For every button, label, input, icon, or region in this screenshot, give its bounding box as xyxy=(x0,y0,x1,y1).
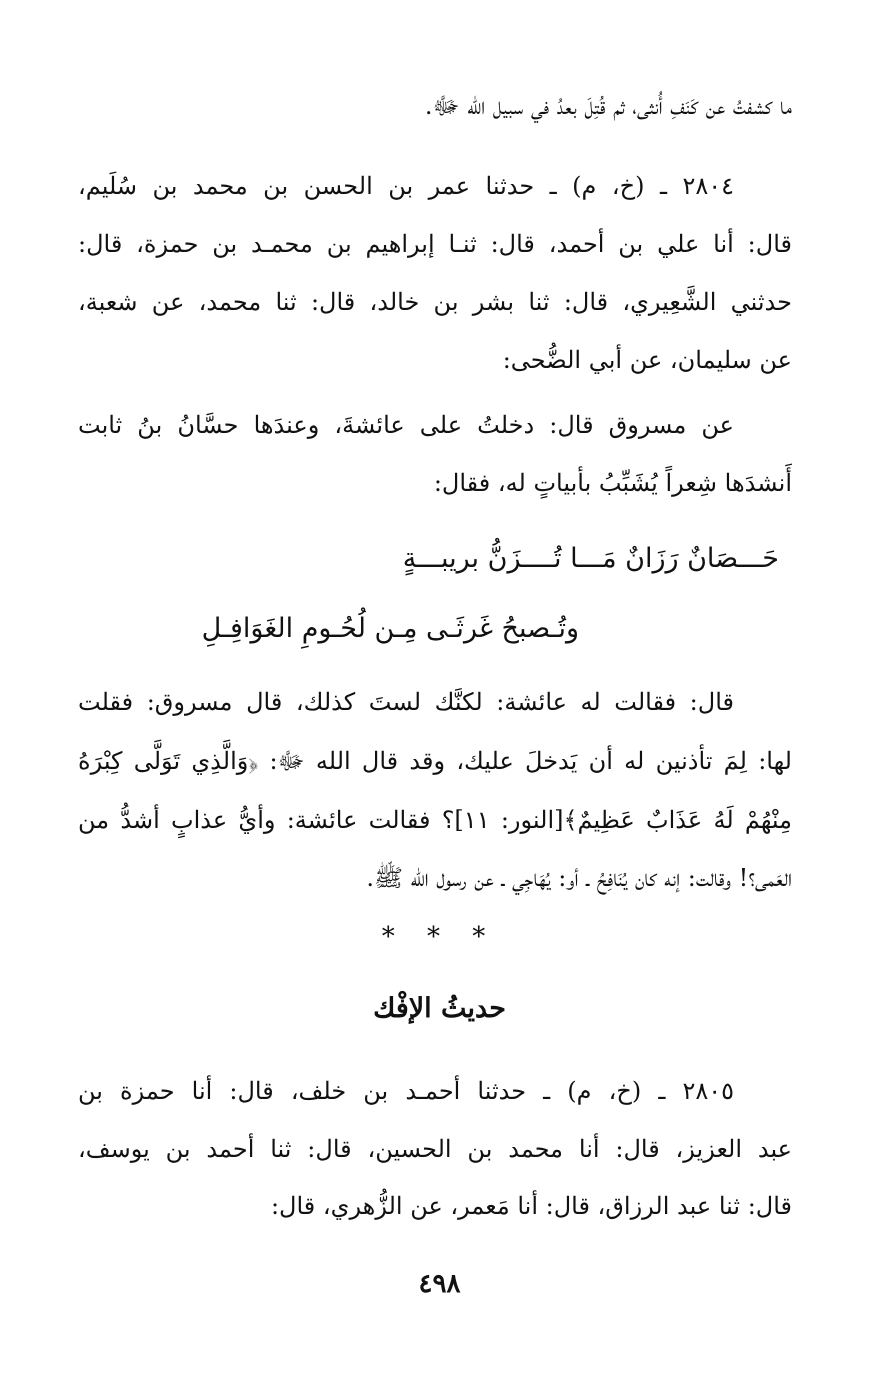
poem-verse-second-hemistich: وتُـصبحُ غَرثَـى مِـن لُحُـومِ الغَوَافِـلِ xyxy=(201,613,579,644)
text-line: مِنْهُمْ لَهُ عَذَابٌ عَظِيمٌ﴾[النور: ١١]؟ فقالت عائشة: وأيُّ عذابٍ أشدُّ من xyxy=(78,806,793,834)
text-line: أَنشدَها شِعراً يُشَبِّبُ بأبياتٍ له، فقال: xyxy=(433,469,792,497)
text-line: حدثني الشَّعِيري، قال: ثنا بشر بن خالد، قال: ثنا محمد، عن شعبة، xyxy=(78,288,792,316)
text-line: قال: فقالت له عائشة: لكنَّك لستَ كذلك، قال مسروق: فقلت xyxy=(78,688,734,716)
section-separator: * * * xyxy=(381,922,498,952)
text-line: ما كشفتُ عن كَنَفِ أُنثى، ثم قُتِلَ بعدُ في سبيل الله ﷻ. xyxy=(424,92,792,120)
text-line: لها: لِمَ تأذنين له أن يَدخلَ عليك، وقد قال الله ﷻ: ﴿وَالَّذِي تَوَلَّى كِبْرَهُ xyxy=(78,747,792,775)
text-line: عن سليمان، عن أبي الضُّحى: xyxy=(502,346,792,374)
section-heading: حديثُ الإفْك xyxy=(373,993,506,1024)
hadith-2805-first-line: ٢٨٠٥ ـ (خ، م) ـ حدثنا أحمـد بن خلف، قال: أنا حمزة بن xyxy=(78,1077,734,1105)
text-line: العَمى؟! وقالت: إنه كان يُنَافِحُ ـ أو: يُهَاجِي ـ عن رسول الله ﷺ. xyxy=(366,864,792,892)
text-line: قال: أنا علي بن أحمد، قال: ثنـا إبراهيم بن محمـد بن حمزة، قال: xyxy=(78,230,792,258)
text-line: عن مسروق قال: دخلتُ على عائشةَ، وعندَها حسَّانُ بنُ ثابت xyxy=(78,411,734,439)
poem-verse-first-hemistich: حَـــصَانٌ رَزَانٌ مَـــا تُــــزَنُّ بريبـــةٍ xyxy=(402,543,779,574)
page-number: ٤٩٨ xyxy=(418,1269,461,1299)
text-line: عبد العزيز، قال: أنا محمد بن الحسين، قال: ثنا أحمد بن يوسف، xyxy=(78,1135,793,1163)
text-line: قال: ثنا عبد الرزاق، قال: أنا مَعمر، عن الزُّهري، قال: xyxy=(270,1192,792,1220)
hadith-2804-first-line: ٢٨٠٤ ـ (خ، م) ـ حدثنا عمر بن الحسن بن محمد بن سُلَيم، xyxy=(78,172,734,200)
